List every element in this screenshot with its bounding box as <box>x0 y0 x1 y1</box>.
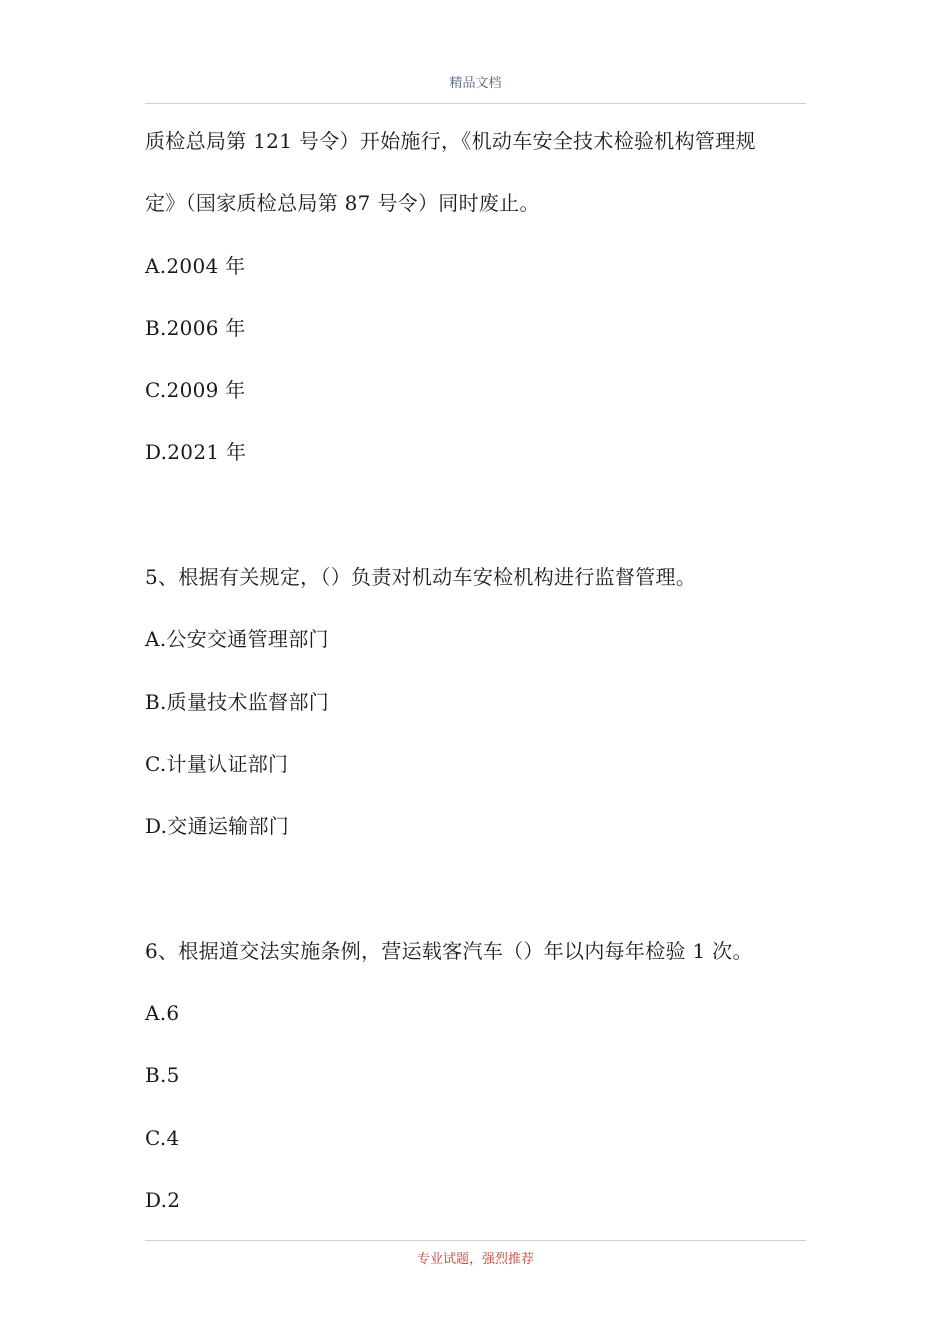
option-a: A.2004 年 <box>145 254 246 278</box>
option-b: B.2006 年 <box>145 316 246 340</box>
question-5-option-d: D.交通运输部门 <box>145 814 290 838</box>
page-header: 精品文档 <box>449 76 502 91</box>
question-6-option-a: A.6 <box>145 1001 180 1025</box>
question-5-option-b: B.质量技术监督部门 <box>145 690 330 714</box>
footer-rule <box>145 1240 806 1241</box>
question-5-option-a: A.公安交通管理部门 <box>145 627 329 651</box>
option-d: D.2021 年 <box>145 440 247 464</box>
question-6-option-b: B.5 <box>145 1063 180 1087</box>
question-6-stem: 6、根据道交法实施条例，营运载客汽车（）年以内每年检验 1 次。 <box>145 939 753 963</box>
question-6-option-d: D.2 <box>145 1188 181 1212</box>
question-5-stem: 5、根据有关规定，（）负责对机动车安检机构进行监督管理。 <box>145 565 697 589</box>
question-stem-continuation-line-2: 定》（国家质检总局第 87 号令）同时废止。 <box>145 191 540 215</box>
question-5-option-c: C.计量认证部门 <box>145 752 289 776</box>
header-rule <box>145 103 806 104</box>
question-stem-continuation-line-1: 质检总局第 121 号令）开始施行，《机动车安全技术检验机构管理规 <box>145 129 756 153</box>
question-6-option-c: C.4 <box>145 1126 180 1150</box>
page-footer: 专业试题，强烈推荐 <box>416 1252 534 1267</box>
option-c: C.2009 年 <box>145 378 246 402</box>
